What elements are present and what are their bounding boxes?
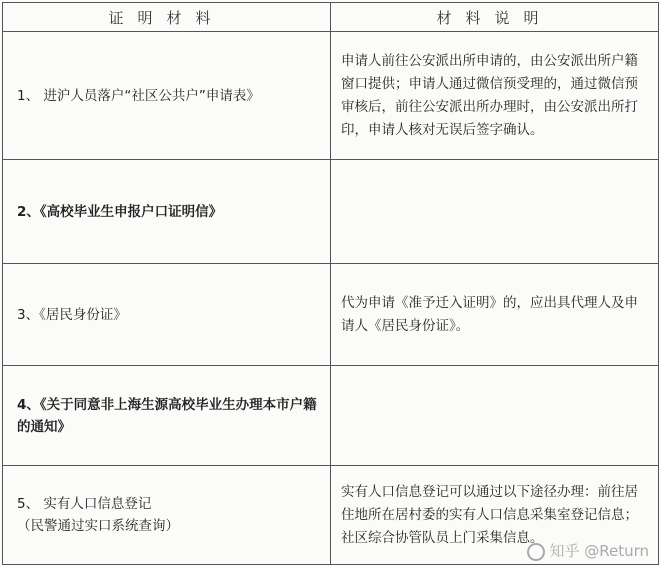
table-row (3, 264, 659, 366)
material-note: 代为申请《准予迁入证明》的，应出具代理人及申请人《居民身份证》。 (331, 264, 659, 366)
material-note: 实有人口信息登记可以通过以下途径办理：前往居住地所在居村委的实有人口信息采集室登记信息；社区综合协管队员上门采集信息。 (331, 466, 659, 565)
table-row (3, 32, 659, 160)
material-note (331, 160, 659, 264)
table-header-row (3, 3, 659, 32)
watermark (527, 540, 649, 561)
material-note: 申请人前往公安派出所申请的，由公安派出所户籍窗口提供；申请人通过微信预受理的，通过微信预审核后，前往公安派出所办理时，由公安派出所打印，申请人核对无误后签字确认。 (331, 32, 659, 160)
material-item: 4、《关于同意非上海生源高校毕业生办理本市户籍的通知》 (3, 366, 331, 466)
table-row (3, 160, 659, 264)
materials-table (2, 2, 659, 565)
header-material-notes: 材料说明 (331, 3, 659, 32)
material-item: 3、《居民身份证》 (3, 264, 331, 366)
material-item: 1、 进沪人员落户“社区公共户”申请表》 (3, 32, 331, 160)
material-item: 5、 实有人口信息登记 (17, 496, 152, 512)
material-item-subtext: （民警通过实口系统查询） (17, 518, 179, 534)
material-item: 2、《高校毕业生申报户口证明信》 (3, 160, 331, 264)
material-note (331, 366, 659, 466)
watermark-text: 知乎 @Return (549, 542, 649, 560)
table-row (3, 366, 659, 466)
header-proof-materials: 证明材料 (3, 3, 331, 32)
material-item-cell (3, 466, 331, 565)
zhihu-logo-icon (527, 543, 545, 561)
